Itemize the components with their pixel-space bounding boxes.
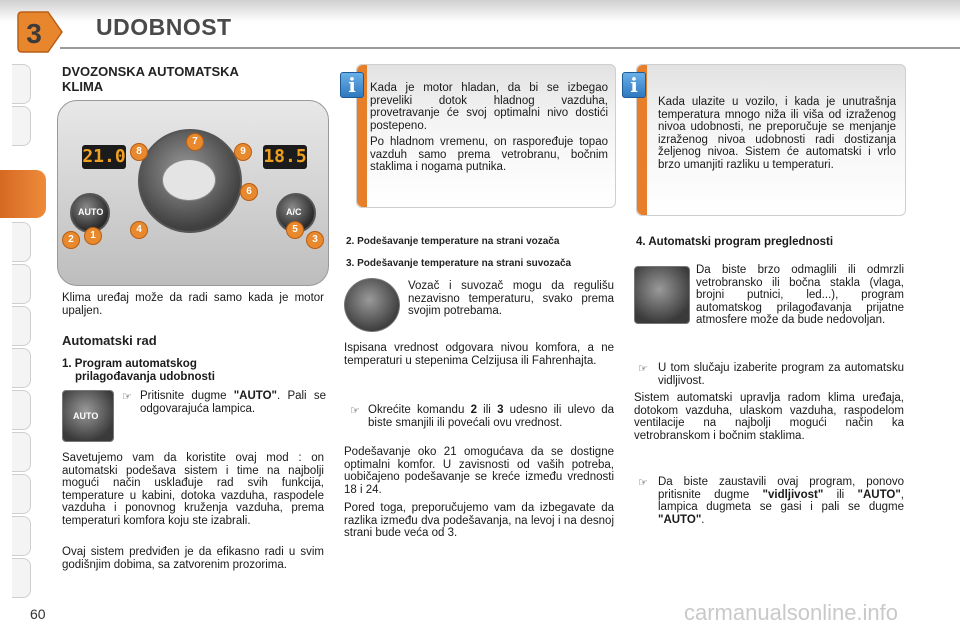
system-note-text: Ovaj sistem predviđen je da efikasno radi u svim godišnjim dobima, sa zatvorenim prozorima. (62, 546, 324, 571)
info-icon: i (622, 72, 646, 98)
callout-2: 2 (62, 231, 80, 249)
air-distribution-icon (162, 159, 216, 201)
turn-mid: ili (476, 404, 498, 416)
difference-text: Pored toga, preporučujemo vam da izbegavate da razlika između dva podešavanja, na levoj i na desnoj strani bude veća od 3. (344, 502, 614, 540)
callout-9: 9 (234, 143, 252, 161)
watermark: carmanualsonline.info (684, 600, 899, 625)
stop-auto2: "AUTO" (658, 513, 702, 526)
stop-mid2: , lampica dugmeta se gasi i pali se dugme (658, 488, 904, 514)
callout-4: 4 (130, 221, 148, 239)
section-title-line1: DVOZONSKA AUTOMATSKA (62, 64, 239, 79)
section-title (62, 64, 322, 94)
heading3-number: 3. (346, 258, 355, 269)
heading3-text: Podešavanje temperature na strani suvozača (357, 258, 572, 269)
visibility-button-image (634, 266, 690, 324)
stop-prefix: Da biste zaustavili ovaj program, ponovo pritisnite dugme (658, 476, 904, 501)
demist-text: Da biste brzo odmaglili ili odmrzli vetrobransko ili bočna stakla (vlaga, brojni putnici, led...), program automatskog prilagođavanja prijatne atmosfere može da bude nedovoljan. (696, 264, 904, 327)
select-visibility-text: U tom slučaju izaberite program za automatsku vidljivost. (658, 362, 904, 387)
right-knob-label: A/C (286, 207, 302, 217)
section-title-line2: KLIMA (62, 79, 104, 94)
turn-knob-text (368, 404, 614, 429)
stop-mid: ili (823, 488, 858, 501)
turn-ref-3: 3 (497, 404, 504, 416)
side-tab[interactable] (12, 558, 31, 598)
left-knob-label: AUTO (78, 207, 104, 217)
program-heading-line1: 1. Program automatskog (62, 358, 197, 370)
heading-passenger-temp (346, 258, 571, 269)
visibility-program-heading: 4. Automatski program preglednosti (636, 236, 834, 248)
left-temp-display: 21.0 (82, 146, 126, 167)
callout-3: 3 (306, 231, 324, 249)
callout-5: 5 (286, 221, 304, 239)
stop-end: . (701, 513, 705, 526)
bullet-icon: ☞ (638, 477, 648, 489)
climate-control-panel (57, 100, 329, 286)
side-tab[interactable] (12, 264, 31, 304)
callout-6: 6 (240, 183, 258, 201)
side-tab[interactable] (12, 474, 31, 514)
heading-driver-temp (346, 236, 559, 247)
chapter-number: 3 (26, 18, 42, 49)
stop-auto: "AUTO" (857, 488, 901, 501)
page-title: UDOBNOST (96, 14, 232, 40)
callout-7: 7 (186, 133, 204, 151)
header-divider (60, 47, 960, 49)
info-icon: i (340, 72, 364, 98)
side-tab[interactable] (12, 516, 31, 556)
heading2-number: 2. (346, 236, 355, 247)
bullet-icon: ☞ (350, 405, 360, 417)
press-auto: "AUTO" (233, 390, 278, 402)
side-tab[interactable] (12, 106, 31, 146)
display-note-text: Ispisana vrednost odgovara nivou komfora, a ne temperaturi u stepenima Celzijusa ili Fahrenhajta. (344, 342, 614, 367)
turn-ref-2: 2 (470, 404, 477, 416)
side-tab[interactable] (12, 390, 31, 430)
bullet-icon: ☞ (638, 363, 648, 375)
program-heading (62, 358, 324, 383)
side-tab[interactable] (12, 306, 31, 346)
callout-1: 1 (84, 227, 102, 245)
info-box-1-para1: Kada je motor hladan, da bi se izbegao preveliki dotok hladnog vazduha, provetravanje će svoj optimalni nivo dostići postepeno. (370, 82, 608, 132)
info-box-1-para2: Po hladnom vremenu, on raspoređuje topao vazduh samo prema vetrobranu, bočnim staklima i nogama putnika. (370, 136, 608, 174)
page-number: 60 (30, 606, 46, 622)
stop-visibility: "vidljivost" (762, 488, 824, 501)
bullet-icon: ☞ (122, 391, 132, 403)
right-temp-display: 18.5 (263, 146, 307, 167)
stop-program-text (658, 476, 904, 526)
info-box-2-para1: Kada ulazite u vozilo, i kada je unutrašnja temperatura mnogo niža ili viša od izraženog nivoa udobnosti, ne preporučuje se menjanje izraženog nivoa udobnosti radi dostizanja željenog nivoa. Sistem će automatski i vrlo brzo umanjiti razliku u temperaturi. (658, 96, 896, 171)
side-tab[interactable] (12, 64, 31, 104)
auto-heading: Automatski rad (62, 333, 157, 348)
press-auto-text (140, 390, 326, 415)
turn-suffix: udesno ili ulevo da biste smanjili ili povećali ovu vrednost. (368, 404, 614, 429)
independent-text: Vozač i suvozač mogu da regulišu nezavisno temperaturu, svako prema svojim potrebama. (408, 280, 614, 318)
intro-text: Klima uređaj može da radi samo kada je motor upaljen. (62, 292, 324, 317)
auto-button-image (62, 390, 114, 442)
press-suffix: . Pali se odgovarajuća lampica. (140, 390, 326, 415)
press-prefix: Pritisnite dugme (140, 390, 234, 402)
program-heading-line2: prilagođavanja udobnosti (75, 370, 215, 383)
advice-text: Savetujemo vam da koristite ovaj mod : on automatski podešava sistem i time na najbolji mogući način usklađuje rad svih funkcija, temperature u kabini, dotoka vazduha, raspodele vazduha i ponovnog kruženja vazduha, prema temperaturi komfora koju ste izabrali. (62, 452, 324, 527)
turn-prefix: Okrećite komandu (368, 404, 471, 416)
chapter-badge (14, 10, 64, 54)
callout-8: 8 (130, 143, 148, 161)
side-tab-active[interactable] (0, 170, 46, 218)
side-tab[interactable] (12, 348, 31, 388)
side-tab[interactable] (12, 222, 31, 262)
system-controls-text: Sistem automatski upravlja radom klima uređaja, dotokom vazduha, ulaskom vazduha, raspodelom ventilacije na najbolji mogući način ka vetrobranskom i bočnim staklima. (634, 392, 904, 442)
side-tab[interactable] (12, 432, 31, 472)
temperature-knob-image (344, 278, 400, 332)
heading2-text: Podešavanje temperature na strani vozača (357, 236, 560, 247)
setting-text: Podešavanje oko 21 omogućava da se dostigne optimalni komfor. U zavisnosti od vaših potreba, uobičajeno podešavanje se kreće između vrednosti 18 i 24. (344, 446, 614, 496)
auto-button-label: AUTO (73, 411, 99, 421)
